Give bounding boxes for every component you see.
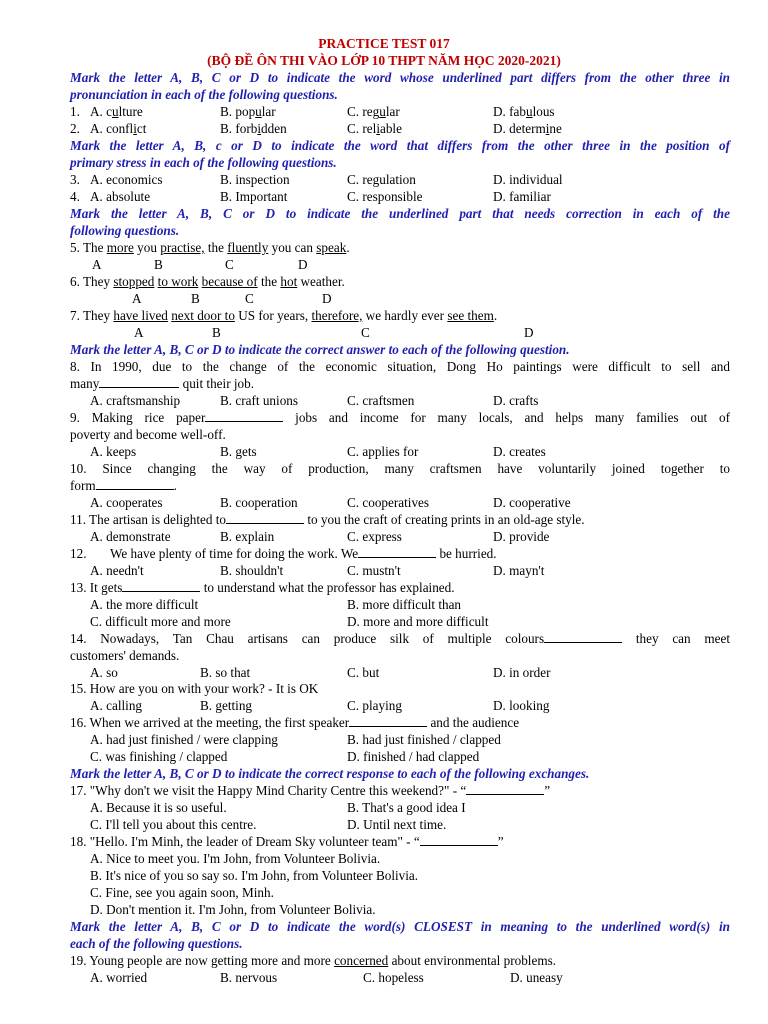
question-16-stem: 16. When we arrived at the meeting, the first speaker and the audience	[70, 715, 520, 730]
answer-blank[interactable]	[544, 631, 622, 643]
question-number: 4.	[70, 189, 80, 204]
option-d[interactable]: D. cooperative	[493, 495, 571, 510]
answer-blank[interactable]	[99, 376, 179, 388]
option-a[interactable]: A. Nice to meet you. I'm John, from Volunteer Bolivia.	[90, 851, 381, 866]
answer-blank[interactable]	[96, 478, 174, 490]
option-d[interactable]: D. mayn't	[493, 563, 545, 578]
option-a[interactable]: A. so	[90, 665, 118, 680]
option-a[interactable]: A. keeps	[90, 444, 137, 459]
option-c[interactable]: C. express	[347, 529, 402, 544]
question-14-stem: 14. Nowadays, Tan Chau artisans can produce silk of multiple colours they can meet	[70, 631, 731, 646]
answer-blank[interactable]	[420, 834, 498, 846]
option-a[interactable]: A. calling	[90, 698, 143, 713]
letter-a: A	[132, 291, 142, 306]
option-d[interactable]: D. provide	[493, 529, 550, 544]
instruction-stress-line1: Mark the letter A, B, c or D to indicate the word that differs from the other three in the position of	[70, 138, 730, 153]
question-5: 5. The more you practise, the fluently you can speak.	[70, 240, 350, 255]
option-d[interactable]: D. individual	[493, 172, 563, 187]
question-number: 2.	[70, 121, 80, 136]
underlined-part-a[interactable]: have lived	[113, 308, 168, 323]
letter-d: D	[524, 325, 534, 340]
question-13-stem: 13. It gets to understand what the professor has explained.	[70, 580, 455, 595]
option-c[interactable]: C. regulation	[347, 172, 416, 187]
underlined-part-c[interactable]: fluently	[227, 240, 269, 255]
question-number: 1.	[70, 104, 80, 119]
option-a[interactable]: A. culture	[90, 104, 143, 119]
option-c[interactable]: C. craftsmen	[347, 393, 415, 408]
instruction-synonym-line2: each of the following questions.	[70, 936, 243, 951]
underlined-part-d[interactable]: speak	[316, 240, 347, 255]
option-a[interactable]: A. Because it is so useful.	[90, 800, 227, 815]
page-subtitle: (BỘ ĐỀ ÔN THI VÀO LỚP 10 THPT NĂM HỌC 2020-2021)	[207, 53, 561, 68]
underlined-part-d[interactable]: see them	[447, 308, 494, 323]
instruction-stress-line2: primary stress in each of the following questions.	[70, 155, 337, 170]
question-18-stem: 18. "Hello. I'm Minh, the leader of Dream Sky volunteer team" - “ ”	[70, 834, 504, 849]
option-d[interactable]: D. Until next time.	[347, 817, 447, 832]
letter-b: B	[154, 257, 163, 272]
option-b[interactable]: B. forbidden	[220, 121, 287, 136]
option-d[interactable]: D. fabulous	[493, 104, 555, 119]
question-number: 3.	[70, 172, 80, 187]
option-a[interactable]: A. cooperates	[90, 495, 163, 510]
option-a[interactable]: A. economics	[90, 172, 163, 187]
page-title: PRACTICE TEST 017	[318, 36, 450, 51]
option-d[interactable]: D. Don't mention it. I'm John, from Volunteer Bolivia.	[90, 902, 376, 917]
option-c[interactable]: C. hopeless	[363, 970, 424, 985]
question-14-stem-2: customers' demands.	[70, 648, 180, 663]
option-a[interactable]: A. worried	[90, 970, 148, 985]
underlined-part-b[interactable]: next door to	[171, 308, 235, 323]
option-d[interactable]: D. crafts	[493, 393, 539, 408]
option-a[interactable]: A. the more difficult	[90, 597, 199, 612]
option-c[interactable]: C. cooperatives	[347, 495, 430, 510]
answer-blank[interactable]	[358, 546, 436, 558]
option-b[interactable]: B. so that	[200, 665, 251, 680]
question-6: 6. They stopped to work because of the hot weather.	[70, 274, 345, 289]
question-9-stem-2: poverty and become well-off.	[70, 427, 226, 442]
letter-c: C	[361, 325, 370, 340]
option-b[interactable]: B. nervous	[220, 970, 278, 985]
option-c[interactable]: C. Fine, see you again soon, Minh.	[90, 885, 274, 900]
option-d[interactable]: D. looking	[493, 698, 550, 713]
underlined-part-a[interactable]: more	[106, 240, 134, 255]
question-19-stem: 19. Young people are now getting more and more concerned about environmental problems.	[70, 953, 557, 968]
option-b[interactable]: B. gets	[220, 444, 257, 459]
letter-a: A	[92, 257, 102, 272]
option-a[interactable]: A. absolute	[90, 189, 151, 204]
option-d[interactable]: D. finished / had clapped	[347, 749, 480, 764]
underlined-part-a[interactable]: stopped	[113, 274, 155, 289]
option-a[interactable]: A. conflict	[90, 121, 147, 136]
option-c[interactable]: C. was finishing / clapped	[90, 749, 228, 764]
underlined-part-b[interactable]: to work	[157, 274, 199, 289]
option-b[interactable]: B. That's a good idea I	[347, 800, 466, 815]
underlined-part-c[interactable]: therefore,	[311, 308, 363, 323]
option-d[interactable]: D. familiar	[493, 189, 551, 204]
letter-d: D	[322, 291, 332, 306]
option-c[interactable]: C. mustn't	[347, 563, 401, 578]
question-10-stem-2: form .	[70, 478, 177, 493]
option-a[interactable]: A. had just finished / were clapping	[90, 732, 278, 747]
letter-b: B	[191, 291, 200, 306]
option-d[interactable]: D. determine	[493, 121, 562, 136]
option-c[interactable]: C. but	[347, 665, 380, 680]
option-a[interactable]: A. craftsmanship	[90, 393, 181, 408]
option-c[interactable]: C. reliable	[347, 121, 402, 136]
instruction-pronunciation-line1: Mark the letter A, B, C or D to indicate the word whose underlined part differs from the other three in	[70, 70, 730, 85]
option-a[interactable]: A. needn't	[90, 563, 144, 578]
answer-blank[interactable]	[226, 512, 304, 524]
option-d[interactable]: D. creates	[493, 444, 546, 459]
answer-blank[interactable]	[122, 580, 200, 592]
option-b[interactable]: B. inspection	[220, 172, 290, 187]
underlined-word: concerned	[334, 953, 389, 968]
document-page: PRACTICE TEST 017 (BỘ ĐỀ ÔN THI VÀO LỚP 10 THPT NĂM HỌC 2020-2021) Mark the letter A, B, C or D to indicate the word whose underlined part differs from the other three in pronunciation in each of the following questions. 1. A. culture B. popular C. regular D. fabulous 2. A. conflict B. forbidden C. reliable D. determine Mark the letter A, B, c or D to indicate the word that differs from the other three in the position of primary stress in each of the following questions. 3. A. economics B. inspection C. regulation D. individual 4. A. absolute B. Important C. responsible D. familiar Mark the letter A, B, C or D to indicate the underlined part that needs correction in each of the following questions. 5. The more you practise, the fluently you can speak. A B C D 6. They stopped to work because of the hot weather. A B C D 7. They have lived next door to US for years, therefore, we hardly ever see them. A B C D Mark the letter A, B, C or D to indicate the correct answer to each of the following question. 8. In 1990, due to the change of the economic situation, Dong Ho paintings were difficult to sell and many quit their job. A. craftsmanship B. craft unions C. craftsmen D. crafts 9. Making rice paper jobs and income for many locals, and helps many families out of poverty and become well-off. A. keeps B. gets C. applies for D. creates 10. Since changing the way of production, many craftsmen have voluntarily joined together to form . A. cooperates B. cooperation C. cooperatives D. cooperative 11. The artisan is delighted to to you the craft of creating prints in an old-age style. A. demonstrate B. explain C. express D. provide 12. We have plenty of time for doing the work. We be hurried. A. needn't B. shouldn't C. mustn't D. mayn't 13. It gets to understand what the professor has explained. A. the more difficult B. more difficult than C. difficult more and more D. more and more difficult 14. Nowadays, Tan Chau artisans can produce silk of multiple colours they can meet customers' demands. A. so B. so that C. but D. in order 15. How are you on with your work? - It is OK A. calling B. getting C. playing D. looking 16. When we arrived at the meeting, the first speaker and the audience A. had just finished / were clapping B. had just finished / clapped C. was finishing / clapped D. finished / had clapped Mark the letter A, B, C or D to indicate the correct response to each of the following exchanges. 17. "Why don't we visit the Happy Mind Charity Centre this weekend?" - “ ” A. Because it is so useful. B. That's a good idea I C. I'll tell you about this centre. D. Until next time. 18. "Hello. I'm Minh, the leader of Dream Sky volunteer team" - “ ” A. Nice to meet you. I'm John, from Volunteer Bolivia. B. It's nice of you so say so. I'm John, from Volunteer Bolivia. C. Fine, see you again soon, Minh. D. Don't mention it. I'm John, from Volunteer Bolivia. Mark the letter A, B, C or D to indicate the word(s) CLOSEST in meaning to the underlined word(s) in each of the following questions. 19. Young people are now getting more and more concerned about environmental problems. A. worried B. nervous C. hopeless D. uneasy	[0, 0, 768, 1024]
underlined-part-d[interactable]: hot	[280, 274, 298, 289]
option-c[interactable]: C. difficult more and more	[90, 614, 231, 629]
option-d[interactable]: D. more and more difficult	[347, 614, 489, 629]
option-b[interactable]: B. Important	[220, 189, 288, 204]
letter-d: D	[298, 257, 308, 272]
question-10-stem: 10. Since changing the way of production, many craftsmen have voluntarily joined together to	[70, 461, 730, 476]
option-c[interactable]: C. I'll tell you about this centre.	[90, 817, 257, 832]
option-b[interactable]: B. cooperation	[220, 495, 298, 510]
option-d[interactable]: D. uneasy	[510, 970, 563, 985]
underlined-part-c[interactable]: because of	[201, 274, 258, 289]
option-a[interactable]: A. demonstrate	[90, 529, 171, 544]
option-b[interactable]: B. explain	[220, 529, 275, 544]
question-7: 7. They have lived next door to US for years, therefore, we hardly ever see them.	[70, 308, 498, 323]
question-9-stem: 9. Making rice paper jobs and income for many locals, and helps many families out of	[70, 410, 730, 425]
instruction-error-line1: Mark the letter A, B, C or D to indicate the underlined part that needs correction in each of the	[70, 206, 730, 221]
instruction-synonym-line1: Mark the letter A, B, C or D to indicate the word(s) CLOSEST in meaning to the underlined word(s) in	[70, 919, 730, 934]
option-b[interactable]: B. popular	[220, 104, 276, 119]
option-c[interactable]: C. playing	[347, 698, 402, 713]
question-8-stem-2: many quit their job.	[70, 376, 255, 391]
option-b[interactable]: B. had just finished / clapped	[347, 732, 501, 747]
option-b[interactable]: B. It's nice of you so say so. I'm John, from Volunteer Bolivia.	[90, 868, 419, 883]
option-c[interactable]: C. regular	[347, 104, 400, 119]
letter-c: C	[225, 257, 234, 272]
instruction-error-line2: following questions.	[70, 223, 180, 238]
answer-blank[interactable]	[205, 410, 283, 422]
underlined-part-b[interactable]: practise,	[160, 240, 205, 255]
letter-c: C	[245, 291, 254, 306]
option-b[interactable]: B. getting	[200, 698, 253, 713]
option-d[interactable]: D. in order	[493, 665, 551, 680]
question-17-stem: 17. "Why don't we visit the Happy Mind Charity Centre this weekend?" - “ ”	[70, 783, 551, 798]
question-15-stem: 15. How are you on with your work? - It is OK	[70, 681, 319, 696]
option-c[interactable]: C. responsible	[347, 189, 423, 204]
letter-a: A	[134, 325, 144, 340]
answer-blank[interactable]	[466, 783, 544, 795]
option-c[interactable]: C. applies for	[347, 444, 419, 459]
question-11-stem: 11. The artisan is delighted to to you the craft of creating prints in an old-age style.	[70, 512, 585, 527]
option-b[interactable]: B. more difficult than	[347, 597, 462, 612]
instruction-pronunciation-line2: pronunciation in each of the following questions.	[70, 87, 338, 102]
option-b[interactable]: B. shouldn't	[220, 563, 284, 578]
instruction-mcq: Mark the letter A, B, C or D to indicate the correct answer to each of the following question.	[70, 342, 570, 357]
option-b[interactable]: B. craft unions	[220, 393, 299, 408]
letter-b: B	[212, 325, 221, 340]
question-8-stem: 8. In 1990, due to the change of the economic situation, Dong Ho paintings were difficult to sell and	[70, 359, 730, 374]
answer-blank[interactable]	[349, 715, 427, 727]
instruction-exchanges: Mark the letter A, B, C or D to indicate the correct response to each of the following exchanges.	[70, 766, 590, 781]
